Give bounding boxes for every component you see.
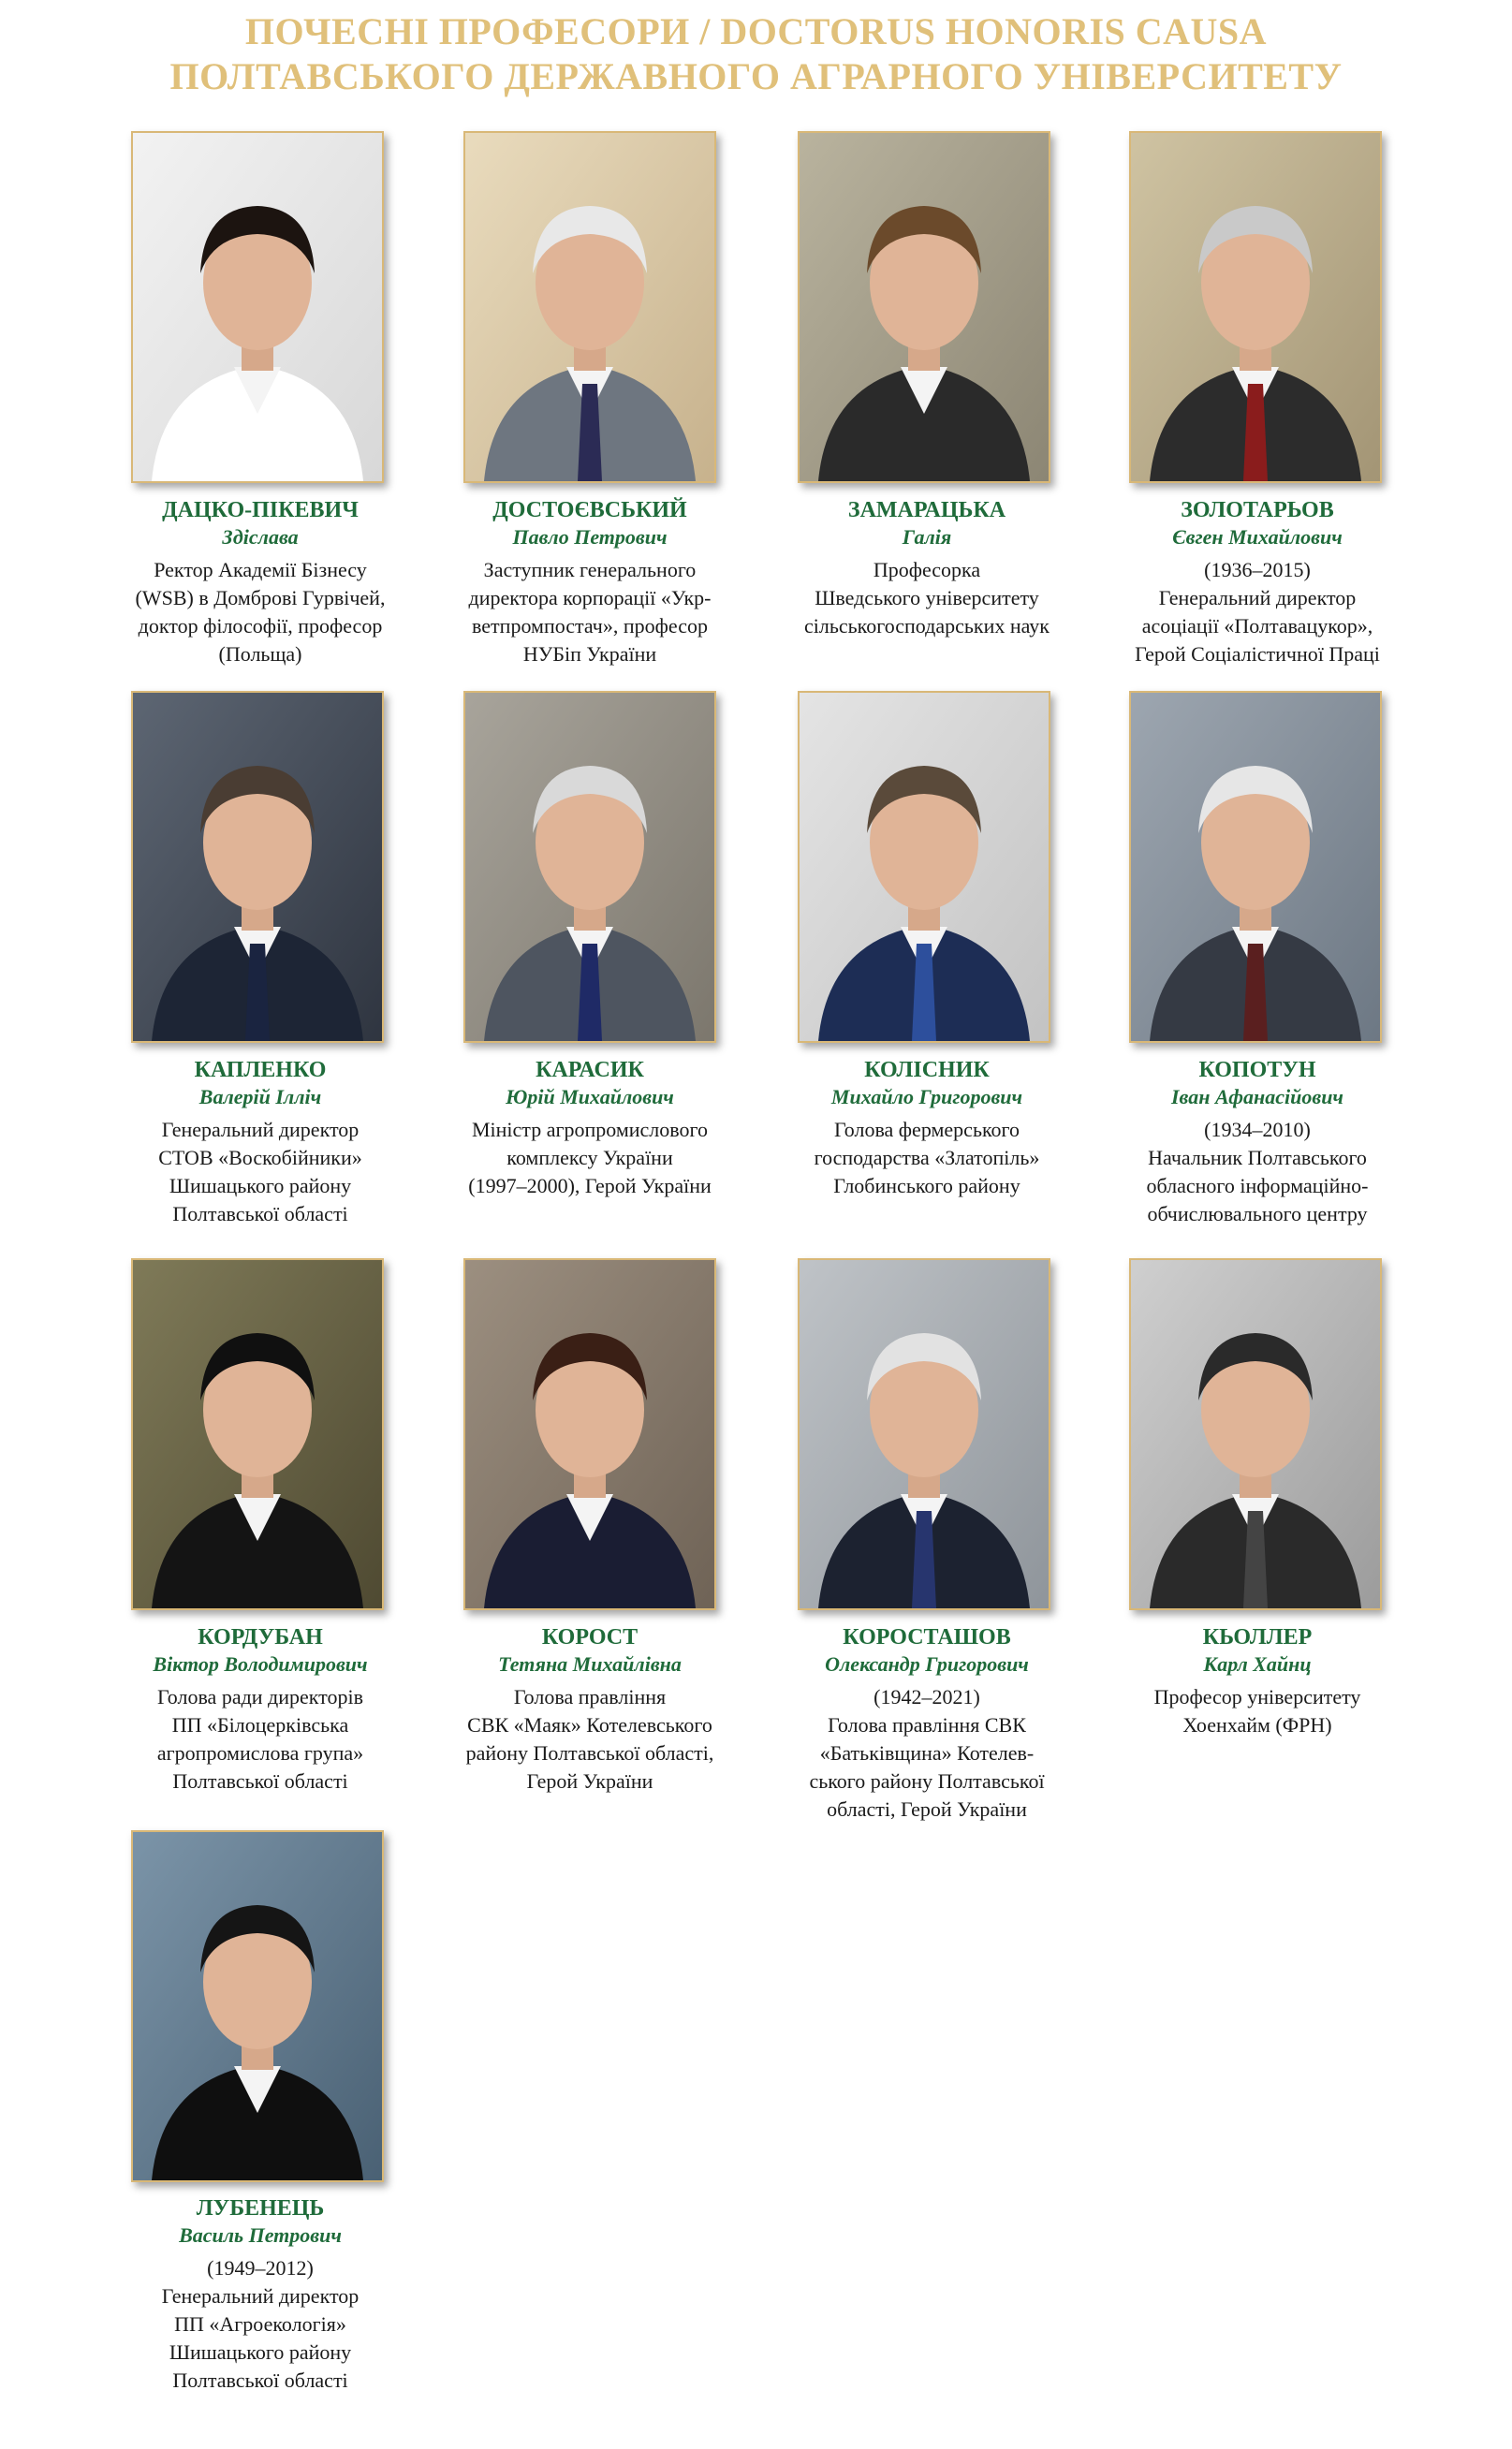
professor-caption <box>73 1623 448 1796</box>
portrait-photo <box>1129 691 1382 1043</box>
description-line: (1949–2012) <box>207 2256 314 2280</box>
professor-caption <box>1070 496 1445 668</box>
professor-caption <box>403 1623 777 1796</box>
professor-surname: КОРДУБАН <box>198 1625 323 1650</box>
professor-description <box>1070 556 1445 668</box>
description-line: Генеральний директор <box>1158 586 1357 609</box>
professor-surname: КОПОТУН <box>1198 1058 1316 1082</box>
description-line: Полтавської області <box>172 1202 348 1225</box>
description-line: Голова правління СВК <box>828 1713 1026 1737</box>
professor-surname: ЗОЛОТАРЬОВ <box>1181 498 1334 522</box>
description-line: ветпромпостач», професор <box>472 614 708 638</box>
description-line: Шишацького району <box>169 1174 352 1197</box>
professor-description <box>740 1116 1114 1200</box>
description-line: Шишацького району <box>169 2340 352 2364</box>
professor-caption <box>73 2194 448 2395</box>
description-line: директора корпорації «Укр- <box>468 586 712 609</box>
professor-caption <box>740 496 1114 640</box>
professor-description <box>740 556 1114 640</box>
description-line: Міністр агропромислового <box>471 1118 708 1141</box>
professor-given-name: Юрій Михайлович <box>506 1085 674 1108</box>
description-line: Полтавської області <box>172 2368 348 2392</box>
portrait-photo <box>463 1258 716 1610</box>
description-line: (WSB) в Домброві Гурвічей, <box>135 586 386 609</box>
professor-given-name: Тетяна Михайлівна <box>498 1652 682 1676</box>
description-line: Генеральний директор <box>161 2284 360 2308</box>
professor-description <box>403 1116 777 1200</box>
portrait-photo <box>798 131 1050 483</box>
professor-surname: ДОСТОЄВСЬКИЙ <box>492 498 687 522</box>
description-line: обласного інформаційно- <box>1146 1174 1369 1197</box>
portrait-photo <box>131 1830 384 2182</box>
professor-description <box>403 1683 777 1796</box>
professor-given-name: Іван Афанасійович <box>1171 1085 1343 1108</box>
professor-caption <box>73 1056 448 1228</box>
description-line: обчислювального центру <box>1147 1202 1368 1225</box>
professor-surname: КАПЛЕНКО <box>194 1058 327 1082</box>
description-line: району Полтавської області, <box>465 1741 714 1765</box>
professor-description <box>73 1116 448 1228</box>
professor-given-name: Олександр Григорович <box>825 1652 1029 1676</box>
professor-description <box>73 1683 448 1796</box>
portrait-photo <box>131 691 384 1043</box>
description-line: Герой України <box>526 1769 653 1793</box>
description-line: Голова фермерського <box>833 1118 1020 1141</box>
page-header <box>0 9 1512 99</box>
description-line: Професор університету <box>1153 1685 1361 1708</box>
description-line: Полтавської області <box>172 1769 348 1793</box>
professor-given-name: Здіслава <box>222 525 299 549</box>
description-line: ського району Полтавської <box>809 1769 1045 1793</box>
professor-surname: КАРАСИК <box>536 1058 644 1082</box>
description-line: Голова ради директорів <box>156 1685 364 1708</box>
professor-given-name: Карл Хайнц <box>1203 1652 1312 1676</box>
description-line: Хоенхайм (ФРН) <box>1182 1713 1332 1737</box>
professor-caption <box>1070 1056 1445 1228</box>
professor-surname: КОЛІСНИК <box>864 1058 990 1082</box>
professor-caption <box>1070 1623 1445 1739</box>
header-title-line-2: ПОЛТАВСЬКОГО ДЕРЖАВНОГО АГРАРНОГО УНІВЕРСИТЕТУ <box>169 55 1343 97</box>
professor-surname: ЗАМАРАЦЬКА <box>847 498 1006 522</box>
description-line: Глобинського району <box>833 1174 1020 1197</box>
professor-description <box>1070 1116 1445 1228</box>
description-line: господарства «Златопіль» <box>814 1146 1040 1169</box>
professor-caption <box>403 1056 777 1200</box>
description-line: комплексу України <box>506 1146 673 1169</box>
description-line: доктор філософії, професор <box>138 614 383 638</box>
portrait-photo <box>1129 1258 1382 1610</box>
portrait-photo <box>463 691 716 1043</box>
description-line: Герой Соціалістичної Праці <box>1135 642 1380 666</box>
description-line: Генеральний директор <box>161 1118 360 1141</box>
description-line: ПП «Білоцерківська <box>171 1713 349 1737</box>
professor-given-name: Галія <box>902 525 952 549</box>
professor-description <box>740 1683 1114 1824</box>
description-line: СТОВ «Воскобійники» <box>158 1146 362 1169</box>
description-line: НУБіп України <box>522 642 657 666</box>
description-line: Голова правління <box>513 1685 667 1708</box>
description-line: області, Герой України <box>827 1797 1027 1821</box>
professor-given-name: Євген Михайлович <box>1172 525 1343 549</box>
professor-given-name: Василь Петрович <box>179 2223 342 2247</box>
professor-description <box>73 2254 448 2395</box>
description-line: СВК «Маяк» Котелевського <box>467 1713 712 1737</box>
description-line: Заступник генерального <box>483 558 697 581</box>
description-line: асоціації «Полтавацукор», <box>1141 614 1373 638</box>
professor-description <box>1070 1683 1445 1739</box>
professor-caption <box>740 1623 1114 1824</box>
header-title-line-1: ПОЧЕСНІ ПРОФЕСОРИ / DOCTORUS HONORIS CAUSA <box>244 10 1268 52</box>
professor-caption <box>403 496 777 668</box>
description-line: Шведського університету <box>815 586 1039 609</box>
professor-caption <box>740 1056 1114 1200</box>
portrait-photo <box>131 1258 384 1610</box>
professor-given-name: Михайло Григорович <box>830 1085 1023 1108</box>
description-line: Професорка <box>873 558 981 581</box>
professor-given-name: Павло Петрович <box>512 525 668 549</box>
portrait-photo <box>798 691 1050 1043</box>
portrait-photo <box>798 1258 1050 1610</box>
professor-description <box>73 556 448 668</box>
description-line: ПП «Агроекологія» <box>174 2312 346 2336</box>
description-line: Ректор Академії Бізнесу <box>154 558 367 581</box>
professor-given-name: Віктор Володимирович <box>153 1652 368 1676</box>
professor-description <box>403 556 777 668</box>
portrait-photo <box>1129 131 1382 483</box>
portrait-photo <box>463 131 716 483</box>
description-line: «Батьківщина» Котелев- <box>819 1741 1035 1765</box>
professor-surname: КОРОСТАШОВ <box>843 1625 1011 1650</box>
professor-given-name: Валерій Ілліч <box>198 1085 322 1108</box>
description-line: Начальник Полтавського <box>1148 1146 1367 1169</box>
description-line: (1942–2021) <box>873 1685 980 1708</box>
professor-surname: КЬОЛЛЕР <box>1202 1625 1313 1650</box>
description-line: сільськогосподарських наук <box>803 614 1050 638</box>
professor-surname: КОРОСТ <box>541 1625 639 1650</box>
portrait-photo <box>131 131 384 483</box>
description-line: агропромислова група» <box>156 1741 364 1765</box>
description-line: (1936–2015) <box>1204 558 1311 581</box>
professor-caption <box>73 496 448 668</box>
description-line: (1934–2010) <box>1204 1118 1311 1141</box>
description-line: (Польща) <box>218 642 302 666</box>
professor-surname: ДАЦКО-ПІКЕВИЧ <box>162 498 359 522</box>
description-line: (1997–2000), Герой України <box>468 1174 712 1197</box>
professor-surname: ЛУБЕНЕЦЬ <box>196 2196 325 2221</box>
